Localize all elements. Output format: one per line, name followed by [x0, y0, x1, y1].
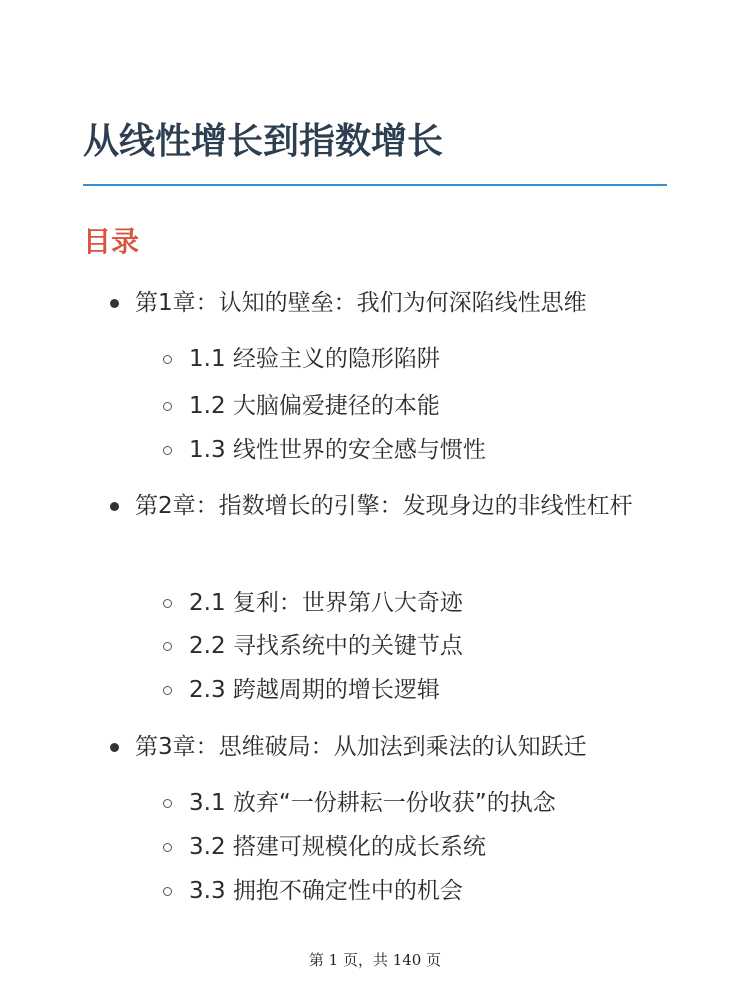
chapter-label: 第3章：思维破局：从加法到乘法的认知跃迁 [135, 734, 587, 760]
bullet-circle-icon [163, 355, 172, 364]
bullet-circle-icon [163, 887, 172, 896]
bullet-dot-icon [110, 743, 119, 752]
toc-section-2-2 [189, 629, 463, 663]
bullet-circle-icon [163, 446, 172, 455]
toc-chapter-2 [135, 488, 665, 524]
section-label: 3.3 拥抱不确定性中的机会 [189, 878, 463, 904]
section-label: 3.2 搭建可规模化的成长系统 [189, 834, 486, 860]
section-label: 2.3 跨越周期的增长逻辑 [189, 677, 440, 703]
bullet-circle-icon [163, 843, 172, 852]
bullet-dot-icon [110, 299, 119, 308]
toc-chapter-1 [135, 285, 665, 321]
section-label: 1.1 经验主义的隐形陷阱 [189, 346, 440, 372]
toc-section-3-3 [189, 874, 463, 908]
bullet-circle-icon [163, 599, 172, 608]
toc-section-3-1 [189, 786, 556, 820]
chapter-label: 第2章：指数增长的引擎：发现身边的非线性杠杆 [135, 493, 633, 519]
bullet-dot-icon [110, 502, 119, 511]
title-divider [83, 184, 667, 186]
chapter-label: 第1章：认知的壁垒：我们为何深陷线性思维 [135, 290, 587, 316]
toc-heading: 目录 [83, 225, 140, 258]
section-label: 2.1 复利：世界第八大奇迹 [189, 590, 463, 616]
toc-section-1-3 [189, 433, 486, 467]
bullet-circle-icon [163, 642, 172, 651]
bullet-circle-icon [163, 686, 172, 695]
toc-chapter-3 [135, 729, 665, 765]
bullet-circle-icon [163, 799, 172, 808]
toc-section-1-2 [189, 389, 440, 423]
section-label: 1.2 大脑偏爱捷径的本能 [189, 393, 440, 419]
section-label: 2.2 寻找系统中的关键节点 [189, 633, 463, 659]
toc-section-2-3 [189, 673, 440, 707]
section-label: 1.3 线性世界的安全感与惯性 [189, 437, 486, 463]
toc-section-3-2 [189, 830, 486, 864]
toc-section-2-1 [189, 586, 463, 620]
page-title: 从线性增长到指数增长 [83, 121, 444, 162]
bullet-circle-icon [163, 402, 172, 411]
toc-section-1-1 [189, 342, 440, 376]
page-number-footer: 第 1 页，共 140 页 [308, 951, 442, 969]
section-label: 3.1 放弃“一份耕耘一份收获”的执念 [189, 790, 556, 816]
